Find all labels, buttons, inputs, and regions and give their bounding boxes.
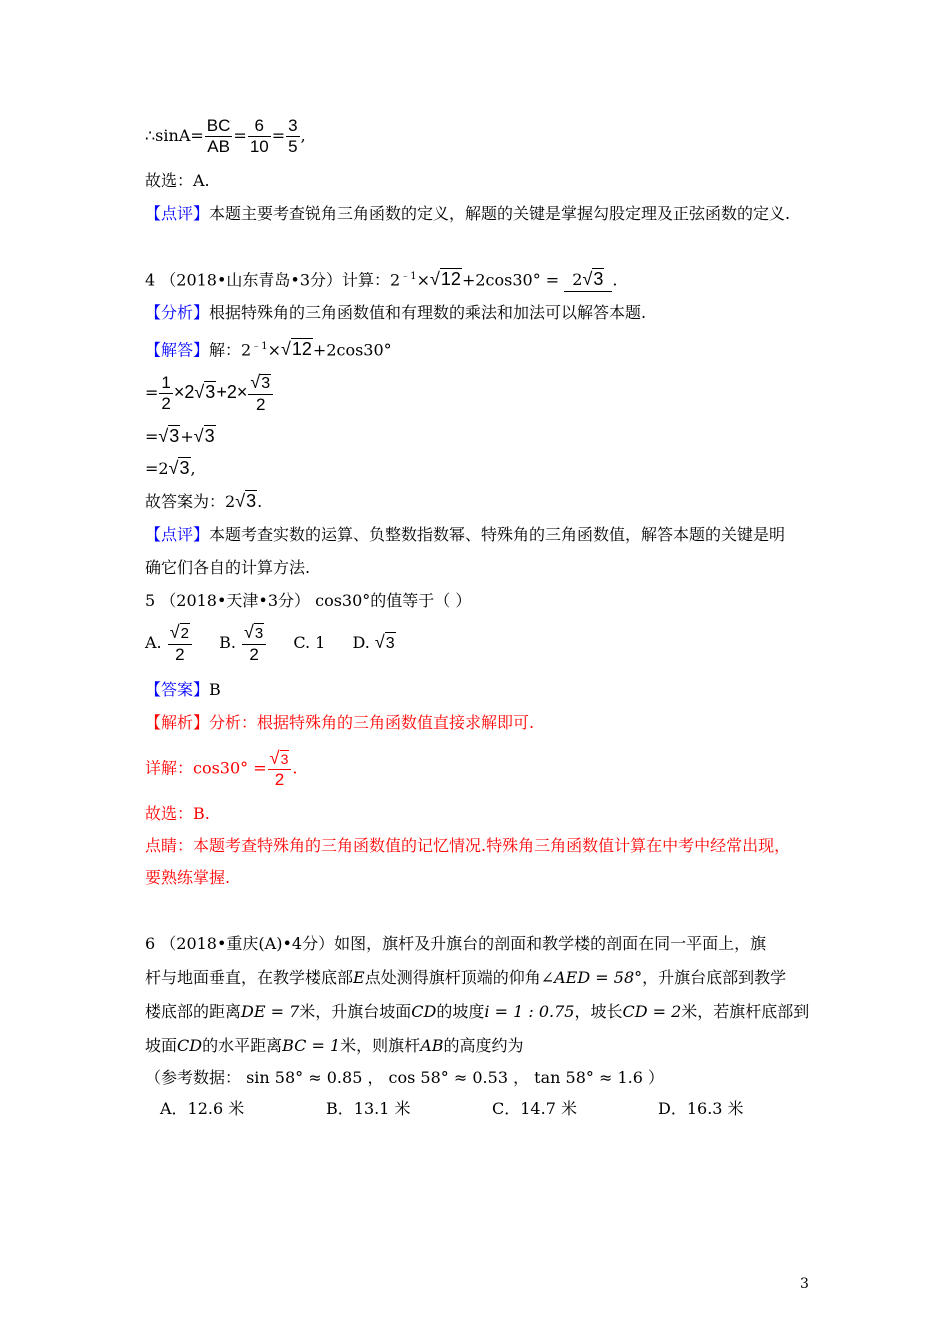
sin-calc-line: ∴sinA= $\frac{BC}{AB}$ = $\frac{6}{10}$ = $\frac{3}{5}$ ,: [145, 116, 306, 156]
q6-option-d: D．16.3 米: [658, 1099, 744, 1118]
q5-option-c: C. 1: [293, 633, 326, 652]
q5-note-1: 点睛：本题考查特殊角的三角函数值的记忆情况.特殊角三角函数值计算在中考中经常出现，: [145, 836, 791, 855]
q6-option-b: B．13.1 米: [326, 1099, 411, 1118]
comment-line-3: [145, 203, 790, 225]
page-number: 3: [800, 1276, 809, 1292]
tag-analysis-red: 【解析】: [145, 713, 210, 732]
question-6-reference: （参考数据： sin 58° ≈ 0.85 ， cos 58° ≈ 0.53 ， tan 58° ≈ 1.6 ）: [145, 1068, 664, 1087]
sqrt-12: √12: [430, 269, 461, 290]
question-6-line-4: 坡面CD的水平距离BC = 1米，则旗杆AB的高度约为: [145, 1036, 524, 1055]
comment-text: 本题主要考查锐角三角函数的定义，解题的关键是掌握勾股定理及正弦函数的定义.: [209, 204, 791, 223]
q5-choose-b: 故选：B.: [145, 804, 210, 823]
q5-analysis: 【解析】分析：根据特殊角的三角函数值直接求解即可.: [145, 713, 535, 732]
fraction-bc-ab: $\frac{BC}{AB}$: [206, 116, 231, 156]
q5-detail: 详解：cos30° = $\frac{√3}{2}$ .: [145, 748, 298, 789]
tag-answer: 【答案】: [145, 680, 210, 699]
q4-analysis: 【分析】根据特殊角的三角函数值和有理数的乘法和加法可以解答本题.: [145, 303, 647, 322]
question-6-line-2: 杆与地面垂直，在教学楼底部E点处测得旗杆顶端的仰角∠AED = 58°，升旗台底部到教学: [145, 968, 787, 987]
question-5-title: 5 （2018•天津•3分） cos30°的值等于（ ）: [145, 591, 472, 610]
q4-step-1: = $\frac{1}{2}$ ×2√3+2× $\frac{√3}{2}$: [145, 372, 274, 415]
sin-prefix: ∴sinA=: [145, 126, 204, 145]
q5-option-a: A.: [145, 633, 162, 652]
q4-comment-1: 【点评】本题考查实数的运算、负整数指数幂、特殊角的三角函数值，解答本题的关键是明: [145, 525, 786, 544]
q5-option-d: D.: [352, 633, 370, 652]
fraction-6-10: $\frac{6}{10}$: [249, 116, 269, 156]
q5-note-2: 要熟练掌握.: [145, 868, 231, 887]
q6-option-c: C．14.7 米: [492, 1099, 577, 1118]
q4-comment-2: 确它们各自的计算方法.: [145, 558, 311, 577]
tag-solution: 【解答】: [145, 340, 210, 360]
q5-option-b: B.: [219, 633, 236, 652]
choose-a-line: 故选：A.: [145, 171, 210, 190]
q4-step-2: =√3+√3: [145, 426, 215, 446]
q4-step-3: =2√3,: [145, 458, 196, 478]
tag-comment: 【点评】: [145, 204, 210, 223]
question-6-line-1: 6 （2018•重庆(A)•4分）如图，旗杆及升旗台的剖面和教学楼的剖面在同一平面上，旗: [145, 934, 767, 953]
question-6-line-3: 楼底部的距离DE = 7米，升旗台坡面CD的坡度i = 1 : 0.75，坡长CD = 2米，若旗杆底部到: [145, 1002, 810, 1021]
q4-solution: 【解答】解：$2^{﹣1}\times√12+2\cos 30^\circ$: [145, 339, 392, 360]
q6-option-a: A．12.6 米: [160, 1099, 245, 1118]
question-4-title: 4 （2018•山东青岛•3分）计算：$2^{﹣1}\times√12+2\cos 30^\circ = 2√3$ .: [145, 266, 617, 292]
q5-answer: 【答案】B: [145, 680, 221, 699]
answer-blank: 2√3: [564, 268, 612, 292]
fraction-3-5: $\frac{3}{5}$: [288, 116, 298, 156]
q4-answer: 故答案为：2√3.: [145, 491, 263, 511]
tag-analysis: 【分析】: [145, 303, 210, 322]
q5-options: A. $\frac{√2}{2}$ B. $\frac{√3}{2}$ C. 1 D. √3: [145, 622, 395, 664]
